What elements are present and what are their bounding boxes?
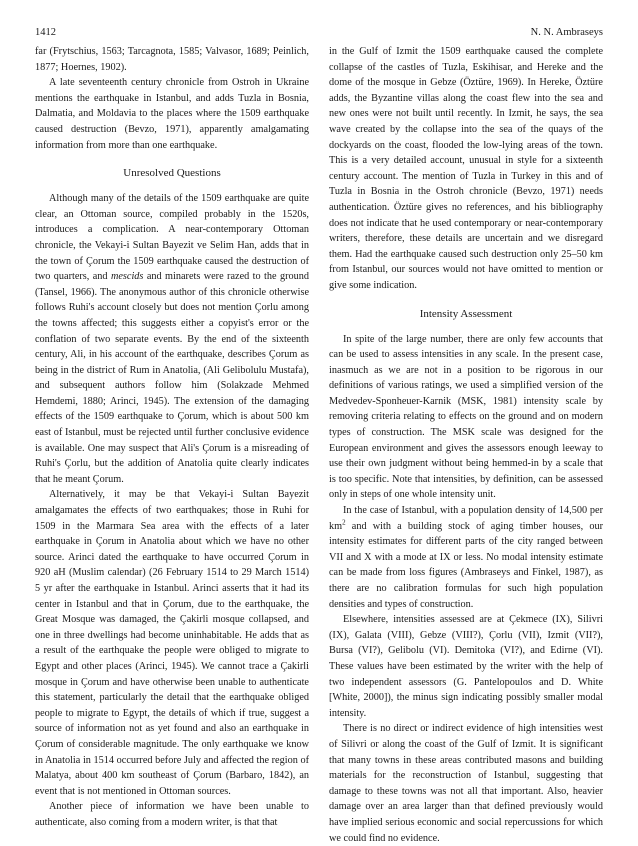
paragraph: Another piece of information we have been unable to authenticate, also coming from a modern writer, is that that — [35, 801, 309, 828]
paragraph — [329, 503, 603, 612]
left-column — [35, 44, 309, 828]
superscript: 2 — [342, 518, 346, 527]
text-run: and minarets were razed to the ground (Tansel, 1966). The anonymous author of this chronicle otherwise follows Ruhi's account closely but does not mention Çorlu among the towns affected; this suggests either a copyist's error or the conflation of two separate events. By the end of the sixteenth century, Ali, in his account of the earthquake, describes Çorum as being in the district of Rum in Anatolia, (Ali Gelibolulu Mustafa), and subsequent authors follow him (Solakzade Mehmed Hemdemi, 1880; Arinci, 1945). The extension of the damaging effects of the 1509 earthquake to Çorum, which is about 500 km east of Istanbul, must be rejected until further conclusive evidence is available. One may suspect that Ali's Çorum is a misreading of Ruhi's Çorlu, but the addition of Anatolia quite clearly indicates that he meant Çorum. — [35, 271, 309, 485]
paragraph: Elsewhere, intensities assessed are at Çekmece (IX), Silivri (IX), Galata (VIII), Gebze (VIII?), Çorlu (VII), Izmit (VII?), Bursa (VI?), Gelibolu (VI). Demitoka (VI?), and Edirne (VI). These values have been estimated by the writer with the help of two independent assessors (G. Pantelopoulos and D. White [White, 2000]), the minus sign indicating possibly smaller modal intensity. — [329, 614, 603, 719]
paragraph: A late seventeenth century chronicle from Ostroh in Ukraine mentions the earthquake in Istanbul, and adds Tuzla in Bosnia, Dalmatia, and Moldavia to the places where the 1509 earthquake caused destruction (Bevzo, 1971), apparently amalgamating information from more than one earthquake. — [35, 77, 309, 151]
body-columns — [35, 44, 603, 844]
text-run: Although many of the details of the 1509 earthquake are quite clear, an Ottoman source, compiled probably in the 1520s, introduces a complication. A near-contemporary Ottoman chronicle, the Vekayi-i Sultan Bayezit ve Selim Han, adds that in the town of Çorum the 1509 earthquake caused the destruction of two quarters, and — [35, 193, 309, 283]
paragraph: Alternatively, it may be that Vekayi-i Sultan Bayezit amalgamates the effects of two earthquakes; those in Ruhi for 1509 in the Marmara Sea area with the effects of a later earthquake in Çorum in Anatolia about which we have no other source. Arinci dated the earthquake to have occurred Çorum in 920 aH (Muslim calendar) (26 February 1514 to 29 March 1514) 5 yr after the earthquake in Istanbul. Arinci asserts that it had its center in Istanbul and that in Çorum, due to the earthquake, the Great Mosque was damaged, the Çakirli mosque collapsed, and one in three dwellings had become uninhabitable. He adds that as a result of the earthquake the people were obliged to migrate to Egypt and other places (Arinci, 1945). We cannot trace a Çakirli mosque in Çorum and have otherwise been unable to authenticate this statement, particularly the detail that the earthquake obliged people to migrate to Egypt, the details of which if true, suggest a source of information not as yet found and also an earthquake in Çorum of considerable magnitude. The only earthquake we know in Anatolia in 1514 occurred before July and affected the region of Malatya, about 400 km southeast of Çorum (Barbaro, 1842), an event that is not mentioned in Ottoman sources. — [35, 489, 309, 797]
text-run: and with a building stock of aging timber houses, our intensity estimates for different parts of the city ranged between VII and X with a mode at IX or less. No modal intensity estimate can be made from loss figures (Ambraseys and Finkel, 1987), as there are no calibration formulas for such high population densities and types of construction. — [329, 520, 603, 610]
paragraph: There is no direct or indirect evidence of high intensities west of Silivri or along the coast of the Gulf of Izmit. It is significant that many towns in these areas contributed masons and building materials for the reconstruction of Istanbul, suggesting that damage to these towns was not all that important. Also, heavier damage over an area larger than that defined previously would have implied serious economic and social repercussions for which we could find no evidence. — [329, 723, 603, 844]
section-heading-intensity-assessment: Intensity Assessment — [419, 307, 513, 320]
text-run: In the case of Istanbul, with a population density of 14,500 per km — [329, 505, 603, 532]
author-name: N. N. Ambraseys — [530, 27, 603, 38]
italic-term: mescids — [110, 271, 144, 283]
running-head — [35, 27, 603, 39]
page-number: 1412 — [35, 27, 56, 38]
paragraph — [35, 191, 309, 487]
paragraph: far (Frytschius, 1563; Tarcagnota, 1585; Valvasor, 1689; Peinlich, 1877; Hoernes, 1902). — [35, 46, 309, 73]
section-heading-unresolved-questions: Unresolved Questions — [123, 167, 221, 180]
paragraph: In spite of the large number, there are only few accounts that can be used to assess intensities in any scale. In the present case, inasmuch as we are not in a position to be rigorous in our definitions of various ratings, we used a simplified version of the Medvedev-Sponheuer-Karnik (MSK, 1981) intensity scale by removing criteria relating to effects on the ground and on modern types of construction. The MSK scale was designed for the European environment and gives the assessors enough leeway to use their own judgment without being hemmed-in by a scale that is too specific. Note that intensities, by definition, can be assessed only in steps of one whole intensity unit. — [329, 333, 603, 501]
right-column — [329, 44, 603, 844]
paragraph: in the Gulf of Izmit the 1509 earthquake caused the complete collapse of the castles of Tuzla, Eskihisar, and Hereke and the dome of the mosque in Gebze (Öztüre, 1969). In Hereke, Öztüre adds, the Byzantine villas along the coast flew into the sea and new ones were not built until recently. In Izmit, he says, the sea wave created by the collapse into the sea of the quays of the dockyards on the coast, flooded the low-lying areas of the town. This is a very detailed account, unusual in style for a sixteenth century account. The mention of Tuzla in Turkey in this and of Tuzla in Bosnia in the Ostroh chronicle (Bevzo, 1971) needs authentication. Öztüre gives no references, and his bibliography does not indicate that he used contemporary or near-contemporary writers, therefore, these details are uncertain and we disregard them. Had the earthquake caused such destruction only 25–50 km from Istanbul, our sources would not have omitted to mention or give some indication. — [329, 46, 603, 291]
